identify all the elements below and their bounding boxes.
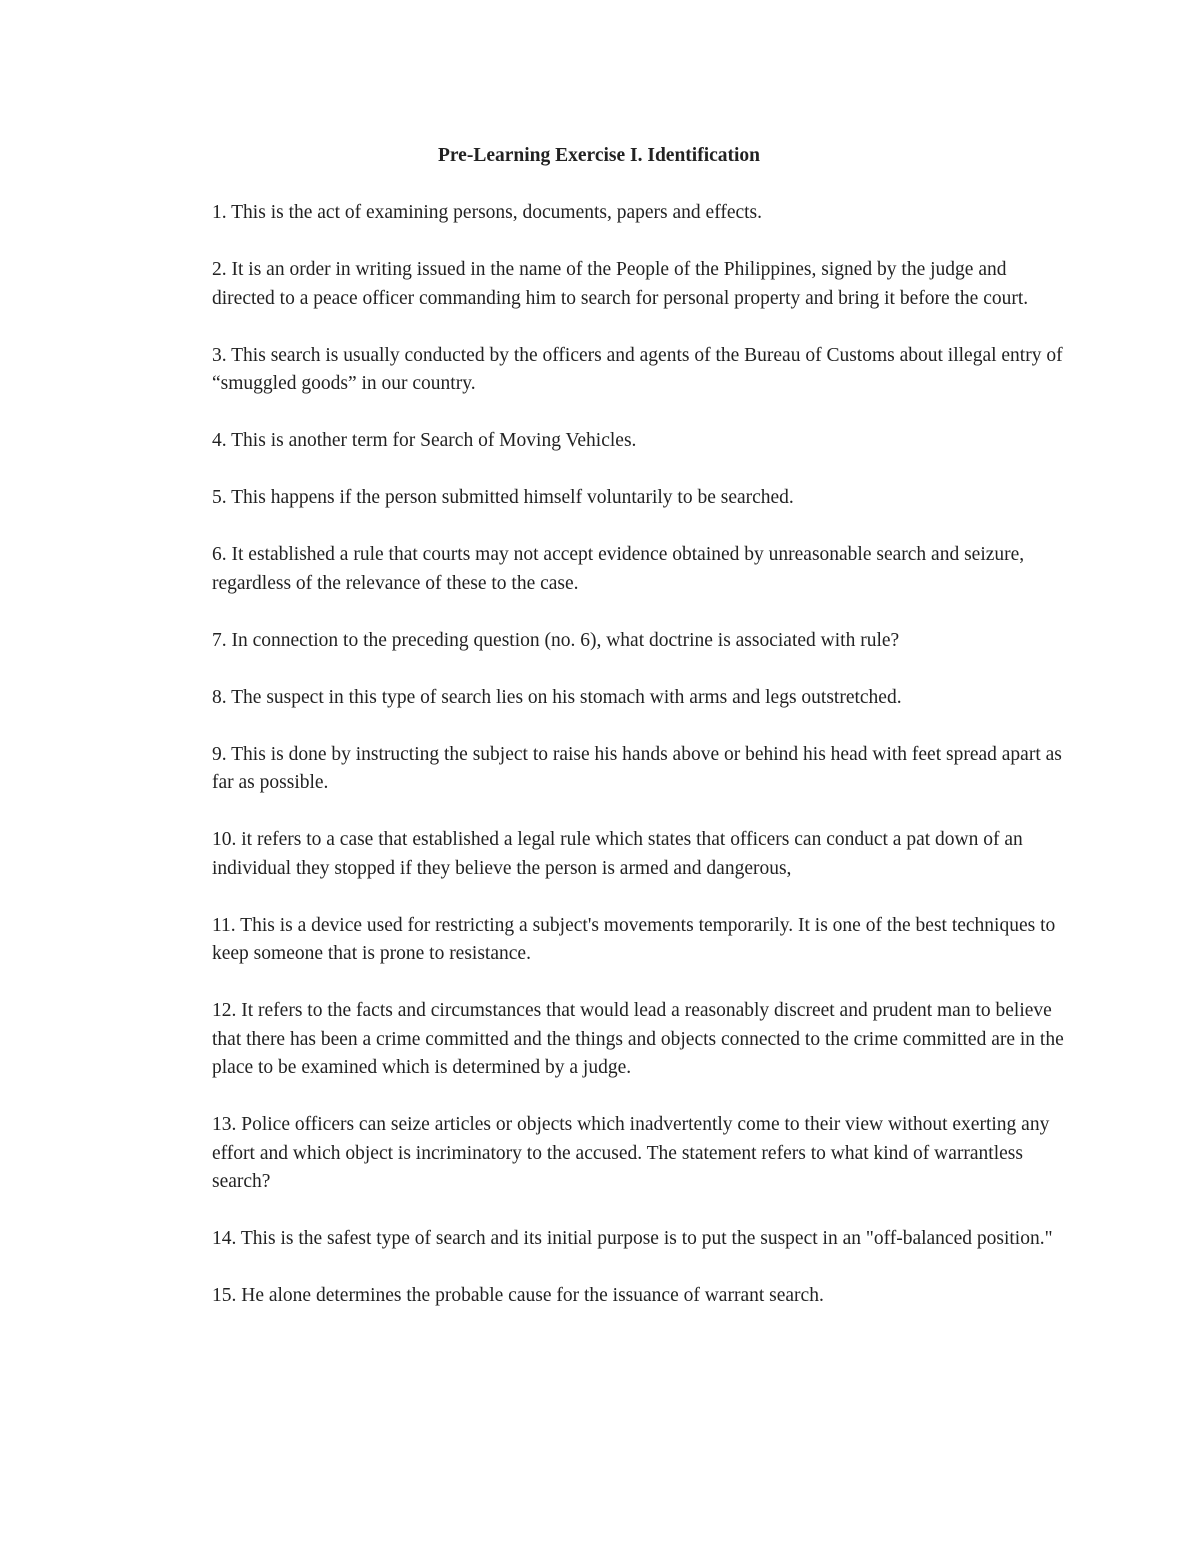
question-15: 15. He alone determines the probable cause for the issuance of warrant search. — [212, 1285, 824, 1306]
spacer — [212, 1254, 1072, 1283]
question-9: 9. This is done by instructing the subject to raise his hands above or behind his head with feet spread apart as far as possible. — [212, 743, 1062, 793]
spacer — [212, 969, 1072, 998]
spacer — [212, 171, 1072, 200]
spacer — [212, 655, 1072, 684]
question-13: 13. Police officers can seize articles or objects which inadvertently come to their view without exerting any effort and which object is incriminatory to the accused. The statement refers to what kind of warrantless search? — [212, 1114, 1050, 1192]
question-10: 10. it refers to a case that established a legal rule which states that officers can conduct a pat down of an individual they stopped if they believe the person is armed and dangerous, — [212, 829, 1023, 879]
question-7: 7. In connection to the preceding question (no. 6), what doctrine is associated with rule? — [212, 629, 900, 651]
spacer — [212, 513, 1072, 542]
spacer — [212, 228, 1072, 257]
question-2: 2. It is an order in writing issued in the name of the People of the Philippines, signed by the judge and directed to a peace officer commanding him to search for personal property and bring it before the court. — [212, 259, 1029, 309]
spacer — [212, 1197, 1072, 1226]
spacer — [212, 399, 1072, 428]
question-3: 3. This search is usually conducted by the officers and agents of the Bureau of Customs about illegal entry of “smuggled goods” in our country. — [212, 344, 1063, 394]
document-title: Pre-Learning Exercise I. Identification — [437, 145, 761, 166]
spacer — [212, 798, 1072, 827]
question-12: 12. It refers to the facts and circumstances that would lead a reasonably discreet and prudent man to believe that there has been a crime committed and the things and objects connected to the crime committed are in the place to be examined which is determined by a judge. — [212, 1000, 1064, 1078]
spacer — [212, 712, 1072, 741]
spacer — [212, 1083, 1072, 1112]
spacer — [212, 313, 1072, 342]
question-11: 11. This is a device used for restricting a subject's movements temporarily. It is one of the best techniques to keep someone that is prone to resistance. — [212, 914, 1056, 964]
question-14: 14. This is the safest type of search and its initial purpose is to put the suspect in an "off-balanced position." — [212, 1228, 1053, 1249]
document-body — [212, 142, 1072, 1311]
question-1: 1. This is the act of examining persons, documents, papers and effects. — [212, 202, 763, 223]
question-4: 4. This is another term for Search of Moving Vehicles. — [212, 430, 637, 451]
question-6: 6. It established a rule that courts may not accept evidence obtained by unreasonable search and seizure, regardless of the relevance of these to the case. — [212, 544, 1025, 594]
spacer — [212, 598, 1072, 627]
question-5: 5. This happens if the person submitted himself voluntarily to be searched. — [212, 487, 794, 508]
spacer — [212, 456, 1072, 485]
question-8: 8. The suspect in this type of search lies on his stomach with arms and legs outstretched. — [212, 686, 902, 708]
spacer — [212, 883, 1072, 912]
